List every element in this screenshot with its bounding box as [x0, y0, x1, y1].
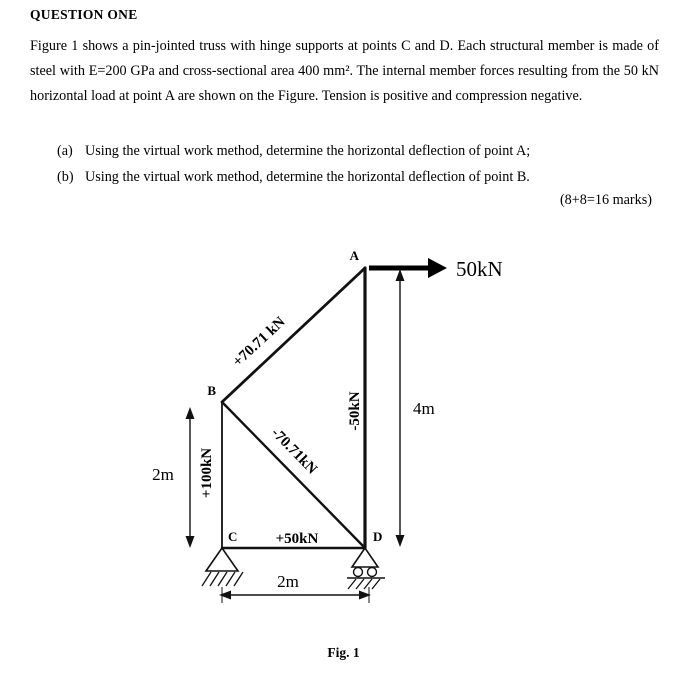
force-label-cd: +50kN: [275, 531, 319, 547]
pin-support-c: [202, 548, 243, 586]
hatch-line: [226, 572, 235, 586]
part-b-text: Using the virtual work method, determine the horizontal deflection of point B.: [85, 168, 530, 185]
roller-wheel-left-icon: [354, 568, 363, 577]
figure-caption: Fig. 1: [327, 645, 360, 660]
hatch-line: [364, 579, 372, 589]
truss-figure: [0, 243, 687, 643]
roller-wheel-right-icon: [368, 568, 377, 577]
hatch-line: [202, 572, 211, 586]
hatch-line: [356, 579, 364, 589]
question-part-a: [57, 139, 659, 165]
dimension-right: [396, 269, 405, 547]
pin-support-hatching: [202, 572, 243, 586]
hatch-line: [234, 572, 243, 586]
marks-note: (8+8=16 marks): [559, 192, 652, 208]
force-label-bd: -70.71kN: [267, 424, 320, 478]
part-b-label: (b): [57, 168, 74, 185]
part-a-label: (a): [57, 143, 73, 159]
pin-support-triangle-icon: [206, 548, 238, 571]
dim-bottom-arrow-left-icon: [219, 591, 231, 600]
question-body: Figure 1 shows a pin-jointed truss with hinge supports at points C and D. Each structural member is made of steel with E=200 GPa and cross-sectional area 400 mm². The internal member forces resulting from the 50 kN horizontal load at point A are shown on the Figure. Tension is positive and compression negative.: [30, 38, 659, 104]
force-label-ab: +70.71 kN: [229, 313, 289, 371]
force-label-ad: -50kN: [347, 391, 363, 431]
dim-label-bottom: 2m: [277, 572, 299, 591]
roller-ground-hatching: [348, 579, 380, 589]
part-a-text: Using the virtual work method, determine the horizontal deflection of point A;: [85, 143, 531, 159]
load-label: 50kN: [456, 257, 503, 281]
dim-left-arrow-bottom-icon: [186, 536, 195, 548]
question-part-b: [57, 165, 659, 191]
dimension-left: [186, 407, 195, 548]
force-label-bc: +100kN: [199, 447, 215, 499]
hatch-line: [372, 579, 380, 589]
node-label-b: B: [207, 383, 216, 398]
dim-right-arrow-bottom-icon: [396, 535, 405, 547]
hatch-line: [210, 572, 219, 586]
dim-right-arrow-top-icon: [396, 269, 405, 281]
node-label-d: D: [373, 529, 383, 544]
hatch-line: [348, 579, 356, 589]
question-title: QUESTION ONE: [30, 7, 138, 22]
hatch-line: [218, 572, 227, 586]
load-arrowhead-icon: [428, 258, 447, 278]
dim-label-left: 2m: [152, 465, 174, 484]
roller-support-triangle-icon: [352, 548, 378, 567]
load-arrow: [369, 258, 447, 278]
truss-members: [222, 268, 365, 548]
question-parts: [57, 139, 659, 190]
dim-label-right: 4m: [413, 399, 435, 418]
member-ab: [222, 268, 365, 402]
node-label-c: C: [228, 529, 238, 544]
roller-support-d: [347, 548, 385, 589]
node-label-a: A: [349, 248, 359, 263]
member-bd: [222, 402, 365, 548]
dim-left-arrow-top-icon: [186, 407, 195, 419]
